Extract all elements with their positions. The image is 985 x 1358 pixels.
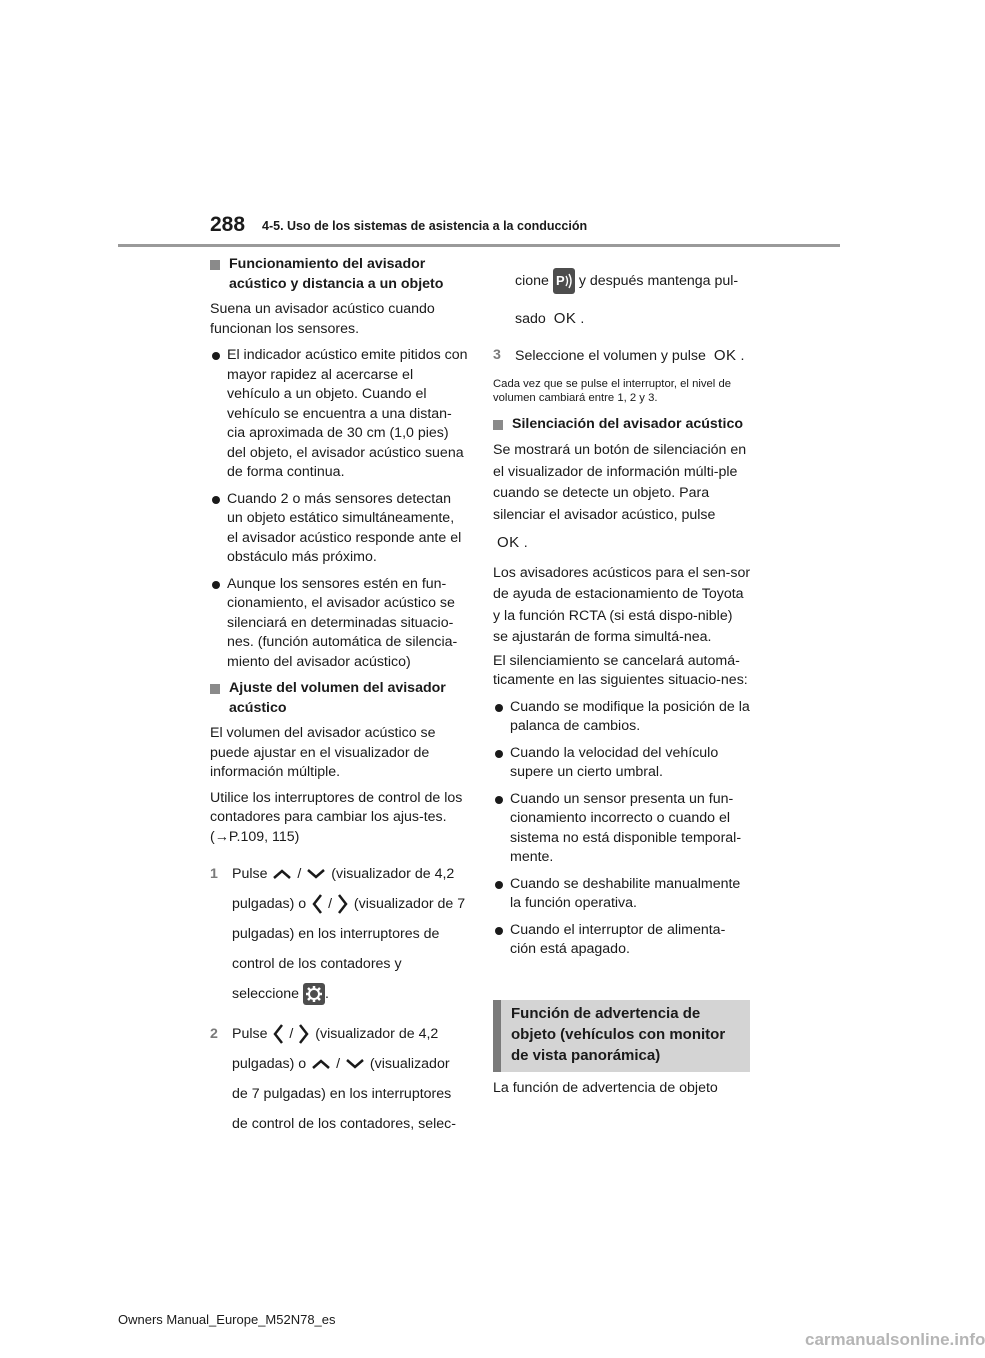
gear-icon (303, 983, 325, 1005)
bullet-dot-icon (495, 881, 503, 889)
watermark: carmanualsonline.info (805, 1330, 985, 1349)
volume-note: Cada vez que se pulse el interruptor, el nivel de volumen cambiará entre 1, 2 y 3. (493, 377, 732, 404)
svg-text:P: P (555, 273, 565, 289)
ok-button-icon: OK (497, 534, 520, 551)
chevron-up-icon (310, 1057, 332, 1071)
bullet-dot-icon (212, 581, 220, 589)
square-bullet-icon (210, 684, 220, 694)
square-bullet-icon (210, 260, 220, 270)
heading-buzzer-distance: Funcionamiento del avisador acústico y distancia a un objeto (210, 255, 468, 294)
heading-volume: Ajuste del volumen del avisador acústico (210, 679, 468, 718)
step-number: 2 (210, 1026, 218, 1042)
bullet-dot-icon (495, 927, 503, 935)
step-2-continued: cione P y después mantenga pul- sado OK . (493, 262, 751, 338)
paragraph-buzzer: Suena un avisador acústico cuando funcionan los sensores. (210, 301, 435, 337)
chevron-down-icon (305, 867, 327, 881)
bullet-item: El indicador acústico emite pitidos con mayor rapidez al acercarse el vehículo a un objeto. Cuando el vehículo se encuentra a una distan-cia aproximada de 30 cm (1,0 pies) del objeto, el avisador acústico suena de forma continua. (210, 346, 468, 483)
bullet-dot-icon (212, 496, 220, 504)
paragraph-volume: El volumen del avisador acústico se puede ajustar en el visualizador de información múltiple. (210, 725, 436, 780)
bullet-item: Cuando 2 o más sensores detectan un objeto estático simultáneamente, el avisador acústico responde ante el obstáculo más próximo. (210, 490, 468, 568)
ok-button-icon: OK (713, 347, 737, 364)
header-rule (118, 244, 840, 247)
bullet-item: Cuando se deshabilite manualmente la función operativa. (493, 875, 751, 914)
bullet-item: Cuando el interruptor de alimenta-ción está apagado. (493, 921, 751, 960)
chevron-down-icon (344, 1057, 366, 1071)
section-title: 4-5. Uso de los sistemas de asistencia a la conducción (262, 219, 588, 233)
paragraph-switches: Utilice los interruptores de control de los contadores para cambiar los ajus-tes. (→P.109, 115) (210, 789, 463, 845)
paragraph-cancel: El silenciamiento se cancelará automá-ticamente en las siguientes situacio-nes: (493, 652, 748, 688)
chevron-right-icon (297, 1022, 311, 1046)
bullet-dot-icon (495, 704, 503, 712)
bullet-item: Cuando un sensor presenta un fun-cionamiento incorrecto o cuando el sistema no está disponible temporal-mente. (493, 790, 751, 868)
parking-sensor-icon (553, 268, 575, 294)
bullet-dot-icon (495, 796, 503, 804)
chevron-left-icon (271, 1022, 285, 1046)
chevron-up-icon (271, 867, 293, 881)
bullet-item: Aunque los sensores estén en fun-cionamiento, el avisador acústico se silenciará en determinadas situacio-nes. (función automática de silencia-miento del avisador acústico) (210, 575, 468, 673)
chevron-right-icon (336, 892, 350, 916)
bullet-dot-icon (495, 750, 503, 758)
page-number: 288 (210, 213, 246, 236)
step-1: 1 Pulse / (visualizador de 4,2 pulgadas) o / (visualizador de 7 pulgadas) en los interruptores de control de los contadores y seleccione . (210, 859, 468, 1009)
bullet-item: Cuando se modifique la posición de la palanca de cambios. (493, 698, 751, 737)
step-number: 3 (493, 347, 501, 363)
bullet-dot-icon (212, 352, 220, 360)
step-3: 3 Seleccione el volumen y pulse OK . (493, 347, 745, 364)
heading-mute: Silenciación del avisador acústico (493, 415, 751, 435)
square-bullet-icon (493, 420, 503, 430)
bullet-item: Cuando la velocidad del vehículo supere un cierto umbral. (493, 744, 751, 783)
left-column (210, 255, 468, 1139)
step-number: 1 (210, 866, 218, 882)
ok-button-icon: OK (553, 310, 577, 327)
footer-text: Owners Manual_Europe_M52N78_es (118, 1312, 336, 1327)
paragraph-object-warning: La función de advertencia de objeto (493, 1080, 718, 1096)
section-title-box: Función de advertencia de objeto (vehículos con monitor de vista panorámica) (493, 1000, 750, 1072)
paragraph-mute: Se mostrará un botón de silenciación en el visualizador de información múlti-ple cuando se detecte un objeto. Para silenciar el avisador acústico, pulse OK . (493, 440, 751, 555)
step-2: 2 Pulse / (visualizador de 4,2 pulgadas) o / (visualizador de 7 pulgadas) en los interruptores de control de los contadores, selec- (210, 1019, 468, 1139)
right-column (493, 262, 751, 960)
paragraph-simultaneous: Los avisadores acústicos para el sen-sor de ayuda de estacionamiento de Toyota y la función RCTA (si está dispo-nible) se ajustarán de forma simultá-nea. (493, 564, 751, 645)
chevron-left-icon (310, 892, 324, 916)
